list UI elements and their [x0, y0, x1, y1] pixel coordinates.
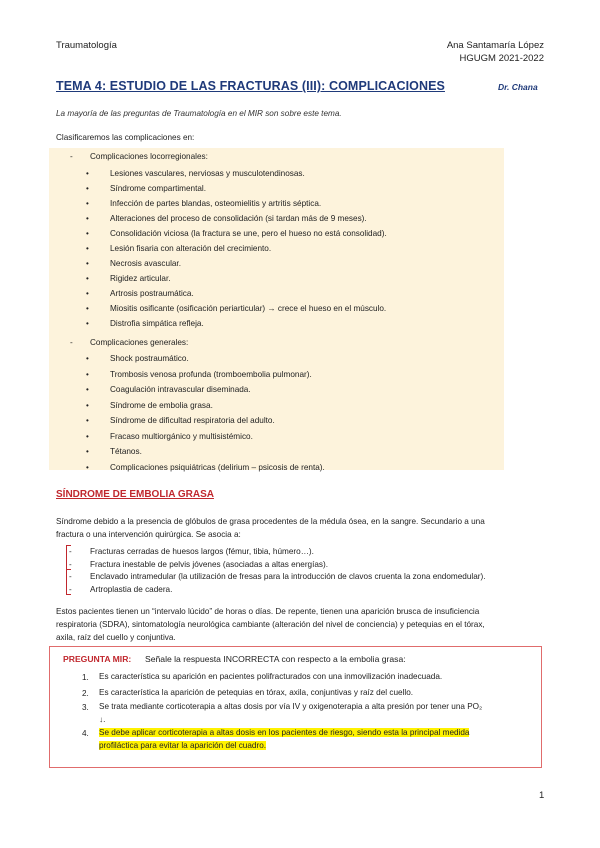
association-item: [69, 584, 173, 595]
list-item-text: Distrofia simpática refleja.: [110, 319, 204, 328]
list-item-text: Lesiones vasculares, nerviosas y musculotendinosas.: [110, 169, 305, 178]
bullet-icon: •: [86, 416, 89, 425]
group1-title: Complicaciones locorregionales:: [90, 152, 208, 161]
answer-number: 4.: [82, 729, 89, 738]
mir-question: Señale la respuesta INCORRECTA con respecto a la embolia grasa:: [145, 654, 406, 664]
list-item-text: Rigidez articular.: [110, 274, 171, 283]
bullet-icon: •: [86, 199, 89, 208]
bullet-icon: •: [86, 229, 89, 238]
list-item: [86, 353, 189, 364]
list-item-text: Tétanos.: [110, 447, 142, 456]
list-item-text: Fractura inestable de pelvis jóvenes (asociadas a altas energías).: [90, 559, 329, 569]
list-item: [86, 400, 213, 411]
bullet-icon: -: [69, 547, 72, 556]
list-item: [86, 273, 171, 284]
list-item-text: Síndrome de embolia grasa.: [110, 400, 213, 410]
list-item-text: Necrosis avascular.: [110, 259, 181, 268]
title-tag: Dr. Chana: [498, 82, 538, 92]
bullet-icon: -: [69, 559, 72, 569]
list-item-text: Coagulación intravascular diseminada.: [110, 385, 251, 394]
answer-4-highlight: profiláctica para evitar la aparición del cuadro.: [99, 741, 267, 750]
bullet-icon: -: [69, 584, 72, 594]
answer-number: 3.: [82, 703, 89, 712]
para1-line1: Síndrome debido a la presencia de glóbulos de grasa procedentes de la médula ósea, en la sangre. Secundario a una: [56, 517, 485, 526]
list-item-text: Lesión fisaria con alteración del crecimiento.: [110, 244, 272, 253]
list-item: [86, 228, 387, 239]
section-title-embolia: SÍNDROME DE EMBOLIA GRASA: [56, 489, 214, 500]
bullet-icon: •: [86, 184, 89, 193]
association-item: [69, 546, 314, 557]
list-item: [86, 462, 325, 473]
classify-label: Clasificaremos las complicaciones en:: [56, 133, 195, 142]
bullet-icon: -: [69, 572, 72, 581]
bullet-icon: •: [86, 400, 89, 410]
list-item: [86, 243, 272, 254]
header-author: Ana Santamaría López: [446, 40, 544, 51]
list-item: [86, 258, 181, 269]
list-item: [86, 446, 142, 457]
list-item: [86, 415, 275, 426]
list-item: [86, 369, 312, 380]
list-item-text: Enclavado intramedular (la utilización de fresas para la introducción de clavos cruenta la zona endomedular).: [90, 572, 486, 581]
bullet-icon: •: [86, 462, 89, 472]
bullet-icon: •: [86, 244, 89, 253]
answer-number: 2.: [82, 689, 89, 698]
list-item-text: Complicaciones psiquiátricas (delirium – psicosis de renta).: [110, 462, 325, 472]
answer-4-highlight: Se debe aplicar corticoterapia a altas dosis en los pacientes de riesgo, siendo esta la principal medida: [99, 728, 470, 737]
bullet-icon: •: [86, 274, 89, 283]
association-item: [69, 559, 329, 570]
list-item-text: Fracturas cerradas de huesos largos (fémur, tibia, húmero…).: [90, 547, 314, 556]
list-item-text: Shock postraumático.: [110, 354, 189, 363]
page-number: 1: [539, 790, 545, 801]
answer-4-line1: [99, 727, 469, 740]
answer-number: 1.: [82, 673, 89, 682]
answer-3-line2: ↓.: [99, 715, 106, 724]
list-item: [86, 431, 253, 442]
bullet-icon: •: [86, 169, 89, 178]
bullet-icon: •: [86, 431, 89, 441]
answer-4-line2: [99, 740, 266, 753]
list-item: [86, 183, 207, 194]
bullet-icon: •: [86, 304, 89, 313]
bullet-icon: •: [86, 447, 89, 456]
bullet-icon: •: [86, 385, 89, 394]
list-item: [86, 168, 305, 179]
list-item-text: Miositis osificante (osificación periarticular) → crece el hueso en el músculo.: [110, 304, 387, 313]
list-item-text: Consolidación viciosa (la fractura se une, pero el hueso no está consolidad).: [110, 229, 387, 238]
group1-dash: -: [70, 152, 73, 161]
list-item: [86, 288, 194, 299]
bullet-icon: •: [86, 259, 89, 268]
list-item-text: Alteraciones del proceso de consolidación (si tardan más de 9 meses).: [110, 214, 367, 223]
association-item: [69, 571, 486, 582]
para2-line2: respiratoria (SDRA), sintomatología neurológica cambiante (alteración del nivel de conciencia) y petequias en el tórax,: [56, 620, 485, 629]
bullet-icon: •: [86, 214, 89, 223]
bullet-icon: •: [86, 369, 89, 379]
list-item: [86, 318, 204, 329]
page-title: TEMA 4: ESTUDIO DE LAS FRACTURAS (III): COMPLICACIONES: [56, 79, 445, 93]
para2-line1: Estos pacientes tienen un “intervalo lúcido” de horas o días. De repente, tienen una aparición brusca de insuficiencia: [56, 607, 480, 616]
bullet-icon: •: [86, 289, 89, 298]
list-item-text: Trombosis venosa profunda (tromboembolia pulmonar).: [110, 369, 312, 379]
bullet-icon: •: [86, 319, 89, 328]
intro-text: La mayoría de las preguntas de Traumatología en el MIR son sobre este tema.: [56, 109, 342, 118]
header-institution: HGUGM 2021-2022: [459, 53, 544, 64]
list-item-text: Fracaso multiorgánico y multisistémico.: [110, 431, 253, 441]
list-item: [86, 198, 322, 209]
answer-1-line1: Es característica su aparición en pacientes polifracturados con una inmovilización inadecuada.: [99, 672, 443, 681]
answer-3-line1: Se trata mediante corticoterapia a altas dosis por vía IV y oxigenoterapia a alta presión por tener una PO₂: [99, 702, 483, 711]
list-item-text: Infección de partes blandas, osteomielitis y artritis séptica.: [110, 199, 322, 208]
group2-title: Complicaciones generales:: [90, 338, 189, 347]
list-item-text: Síndrome de dificultad respiratoria del adulto.: [110, 416, 275, 425]
para1-line2: fractura o una intervención quirúrgica. Se asocia a:: [56, 530, 241, 539]
header-subject: Traumatología: [56, 40, 117, 51]
para2-line3: axila, raíz del cuello y conjuntiva.: [56, 633, 176, 642]
list-item-text: Artroplastia de cadera.: [90, 584, 173, 594]
answer-2-line1: Es característica la aparición de petequias en tórax, axila, conjuntivas y raíz del cuello.: [99, 688, 414, 697]
mir-label: PREGUNTA MIR:: [63, 654, 132, 664]
bullet-icon: •: [86, 354, 89, 363]
list-item: [86, 384, 251, 395]
group2-dash: -: [70, 338, 73, 347]
list-item-text: Artrosis postraumática.: [110, 289, 194, 298]
list-item: [86, 303, 387, 314]
list-item-text: Síndrome compartimental.: [110, 184, 207, 193]
list-item: [86, 213, 367, 224]
